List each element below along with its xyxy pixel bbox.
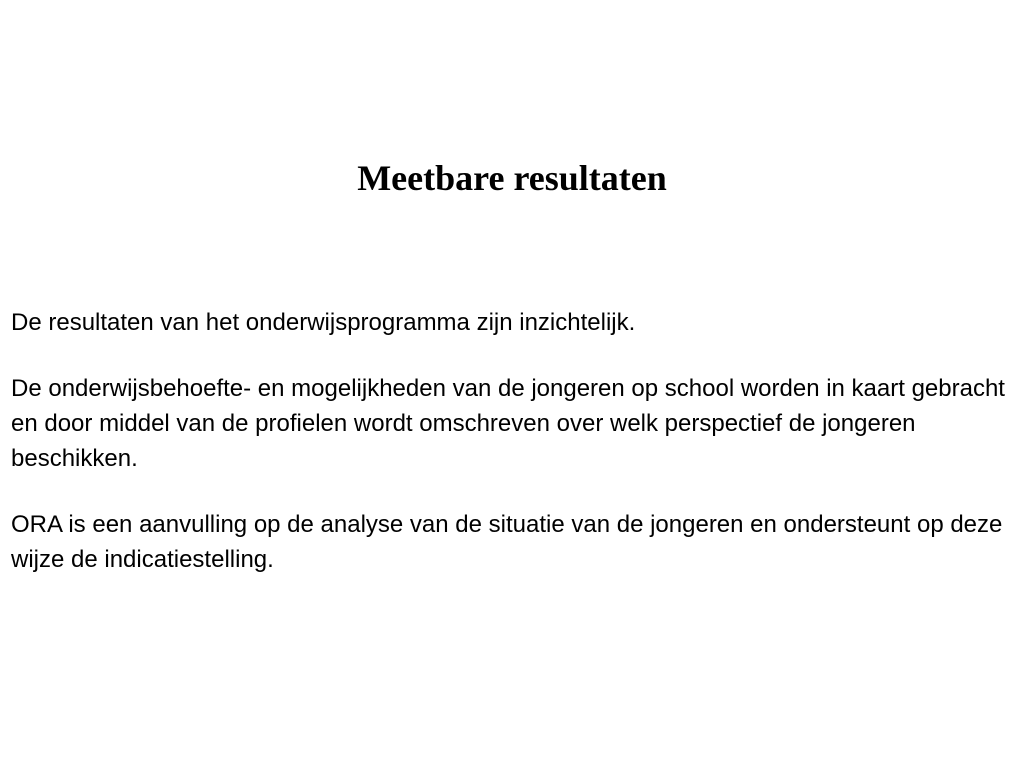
- paragraph-ora: ORA is een aanvulling op de analyse van de situatie van de jongeren en ondersteunt op deze wijze de indicatiestelling.: [11, 511, 1003, 573]
- paragraph-intro: De resultaten van het onderwijsprogramma zijn inzichtelijk.: [11, 309, 636, 336]
- slide-body: [11, 305, 1011, 577]
- paragraph-needs: De onderwijsbehoefte- en mogelijkheden van de jongeren op school worden in kaart gebracht en door middel van de profielen wordt omschreven over welk perspectief de jongeren beschikken.: [11, 375, 1005, 472]
- slide-title: Meetbare resultaten: [357, 158, 667, 198]
